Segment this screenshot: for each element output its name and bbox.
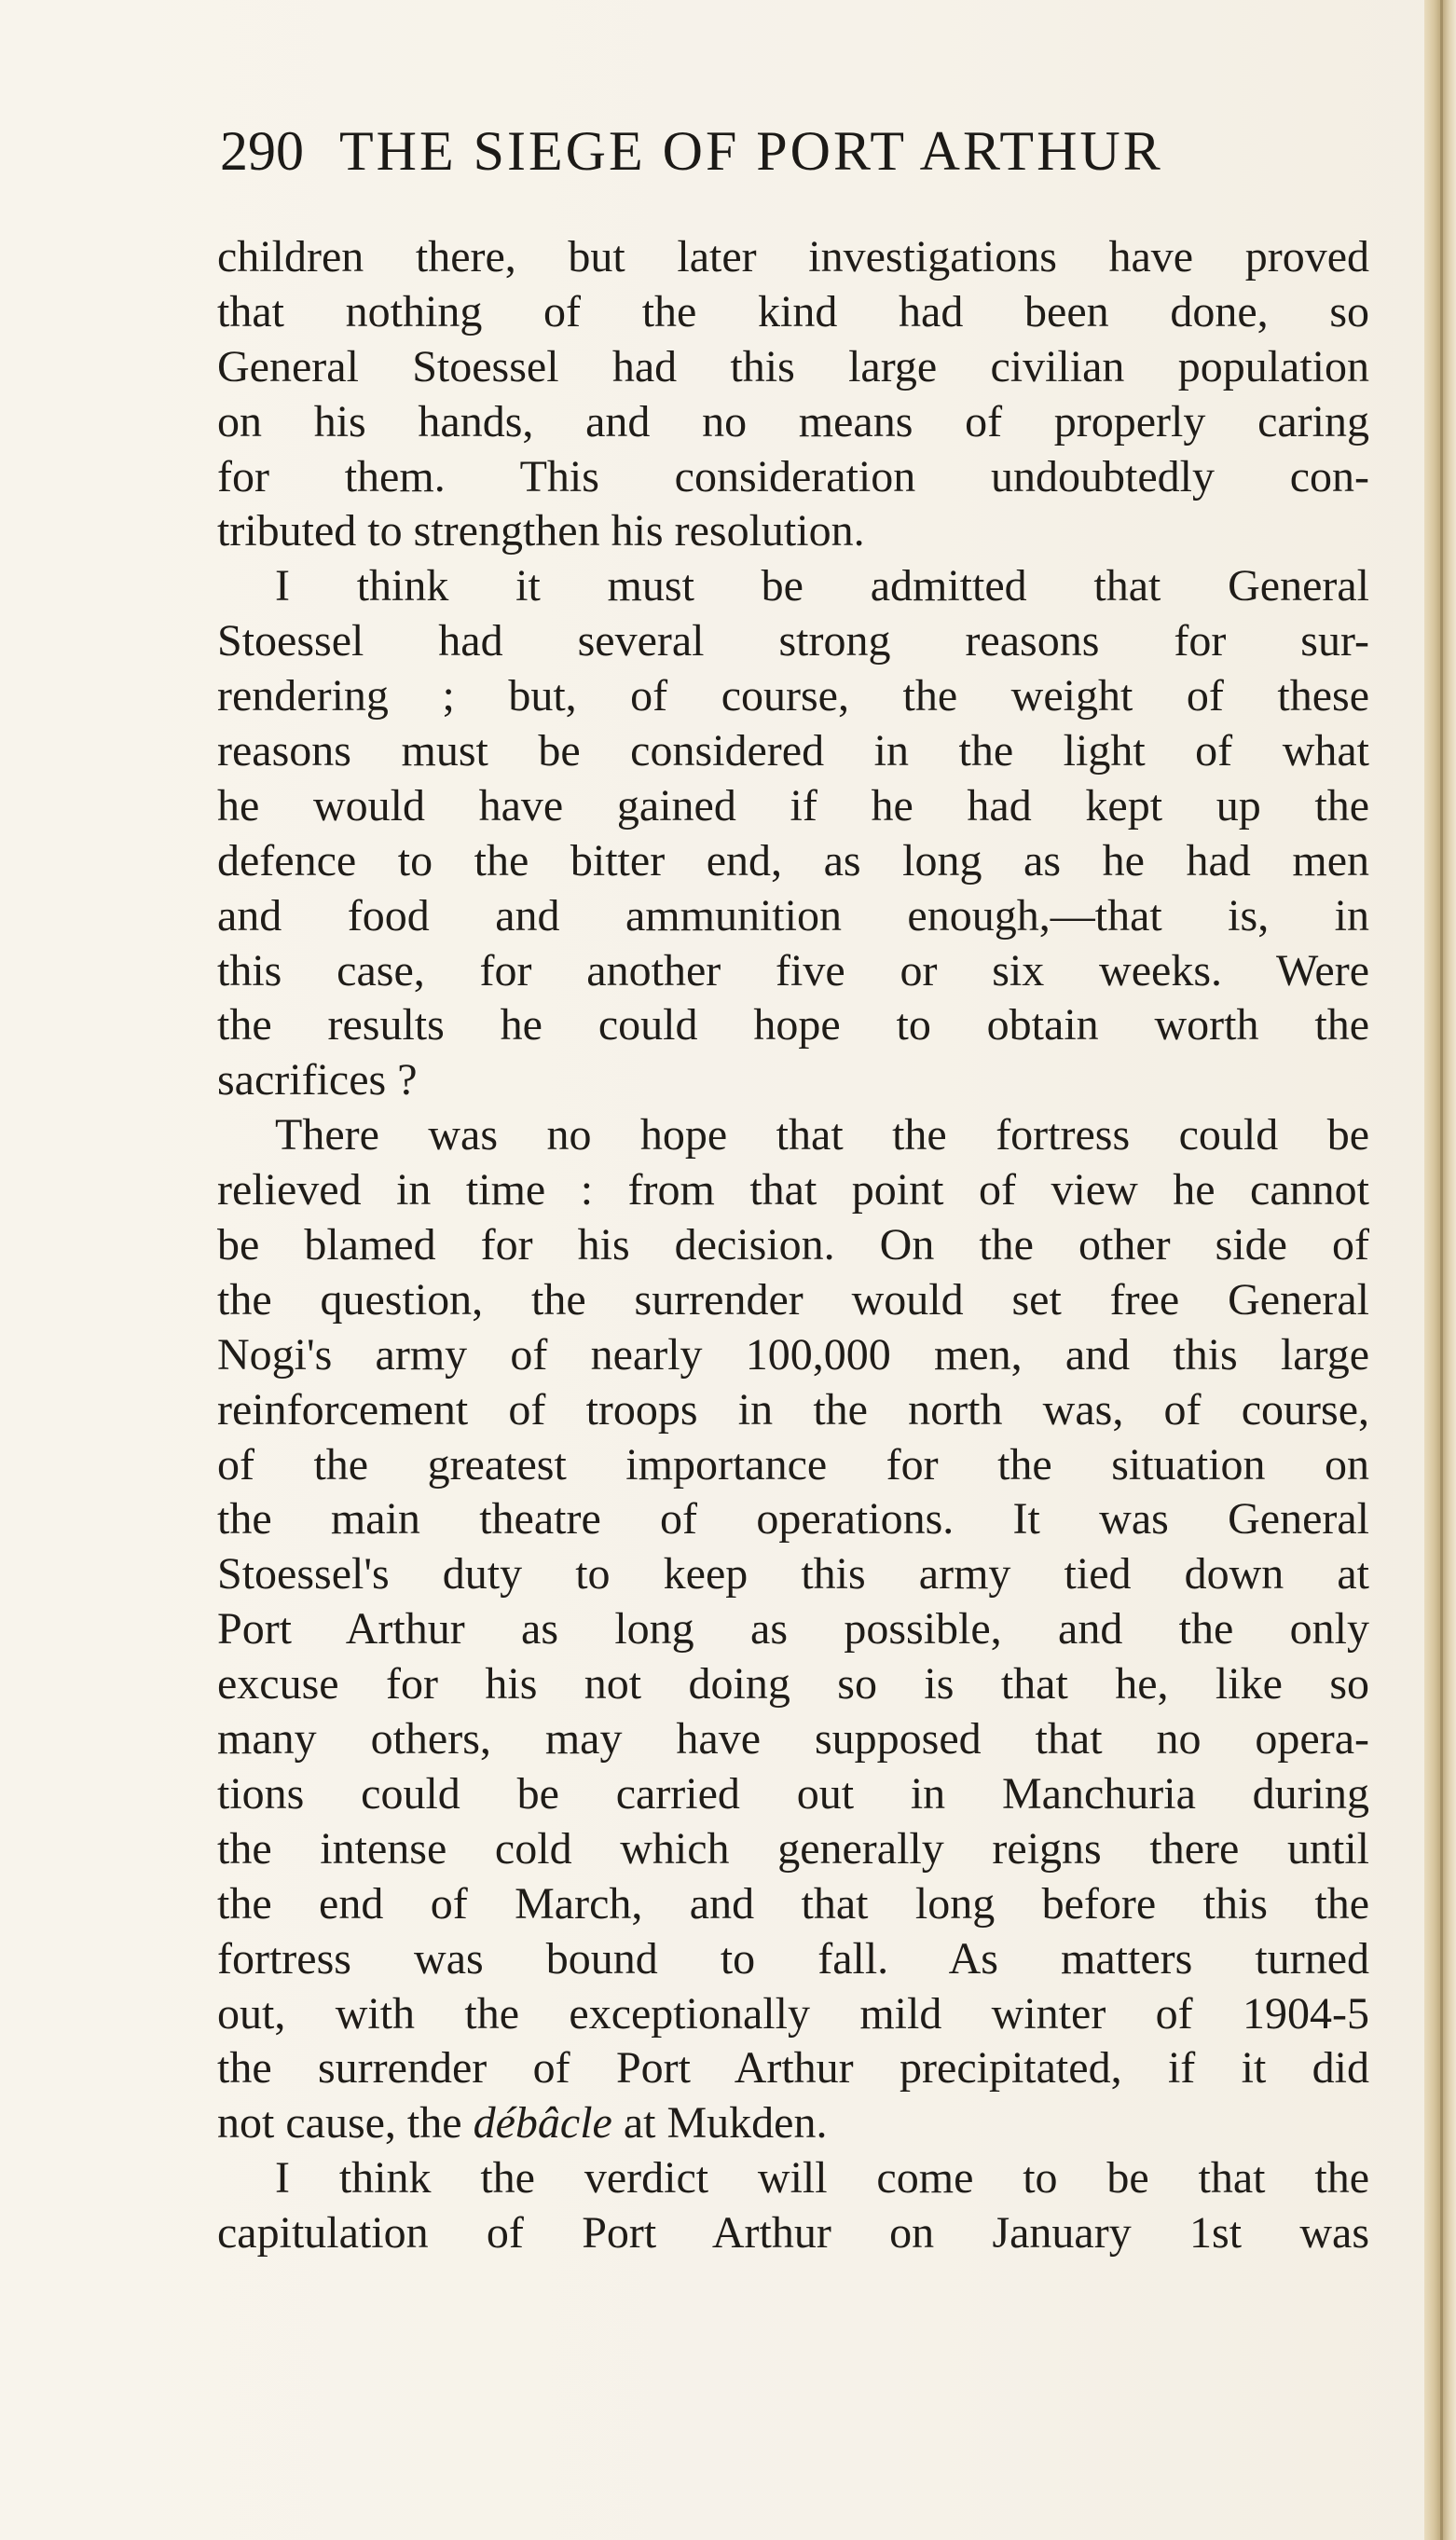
text-line: children there, but later investigations have proved <box>217 232 1369 281</box>
text-line: defence to the bitter end, as long as he had men <box>217 835 1369 886</box>
text-line: relieved in time : from that point of view he cannot <box>217 1165 1369 1215</box>
text-line: excuse for his not doing so is that he, like so <box>217 1659 1369 1709</box>
text-line: Stoessel had several strong reasons for sur- <box>217 616 1369 666</box>
text-line: the results he could hope to obtain worth the <box>217 1000 1369 1050</box>
text-line: for them. This consideration undoubtedly con- <box>217 451 1369 501</box>
body-text <box>217 230 1369 2261</box>
text-line: capitulation of Port Arthur on January 1st was <box>217 2208 1369 2259</box>
text-line: the end of March, and that long before this the <box>217 1878 1369 1929</box>
text-line: tributed to strengthen his resolution. <box>217 506 865 556</box>
text-line: that nothing of the kind had been done, so <box>217 286 1369 336</box>
text-line: the intense cold which generally reigns there until <box>217 1823 1369 1874</box>
text-line: on his hands, and no means of properly caring <box>217 396 1369 446</box>
page-edge-line <box>1440 0 1443 2540</box>
text-line: of the greatest importance for the situation on <box>217 1439 1369 1490</box>
text-line: fortress was bound to fall. As matters turned <box>217 1933 1369 1984</box>
text-line: and food and ammunition enough,—that is, in <box>217 890 1369 940</box>
running-title: THE SIEGE OF PORT ARTHUR <box>339 120 1163 182</box>
text-line: Port Arthur as long as possible, and the only <box>217 1604 1369 1654</box>
text-line: the surrender of Port Arthur precipitated, if it did <box>217 2043 1369 2094</box>
text-line: reasons must be considered in the light of what <box>217 726 1369 776</box>
text-line: not cause, the débâcle at Mukden. <box>217 2098 828 2149</box>
text-line: Nogi's army of nearly 100,000 men, and this large <box>217 1329 1369 1380</box>
page-number: 290 <box>220 120 304 182</box>
text-line: the question, the surrender would set free General <box>217 1274 1369 1325</box>
text-line: Stoessel's duty to keep this army tied down at <box>217 1549 1369 1600</box>
text-line: he would have gained if he had kept up the <box>217 780 1369 831</box>
text-line: I think it must be admitted that General <box>275 561 1369 611</box>
text-line: this case, for another five or six weeks. Were <box>217 945 1369 995</box>
text-line: I think the verdict will come to be that the <box>275 2153 1369 2204</box>
text-line: rendering ; but, of course, the weight of these <box>217 671 1369 721</box>
text-line: out, with the exceptionally mild winter of 1904-5 <box>217 1988 1369 2039</box>
text-line: reinforcement of troops in the north was, of course, <box>217 1384 1369 1435</box>
running-header <box>220 117 1359 185</box>
text-line: many others, may have supposed that no opera- <box>217 1714 1369 1764</box>
text-line: General Stoessel had this large civilian population <box>217 341 1369 391</box>
text-line: sacrifices ? <box>217 1055 418 1105</box>
text-line: the main theatre of operations. It was General <box>217 1494 1369 1545</box>
text-line: be blamed for his decision. On the other side of <box>217 1220 1369 1270</box>
italic-word: débâcle <box>473 2098 612 2149</box>
text-line: There was no hope that the fortress could be <box>275 1110 1369 1160</box>
text-line: tions could be carried out in Manchuria during <box>217 1768 1369 1819</box>
